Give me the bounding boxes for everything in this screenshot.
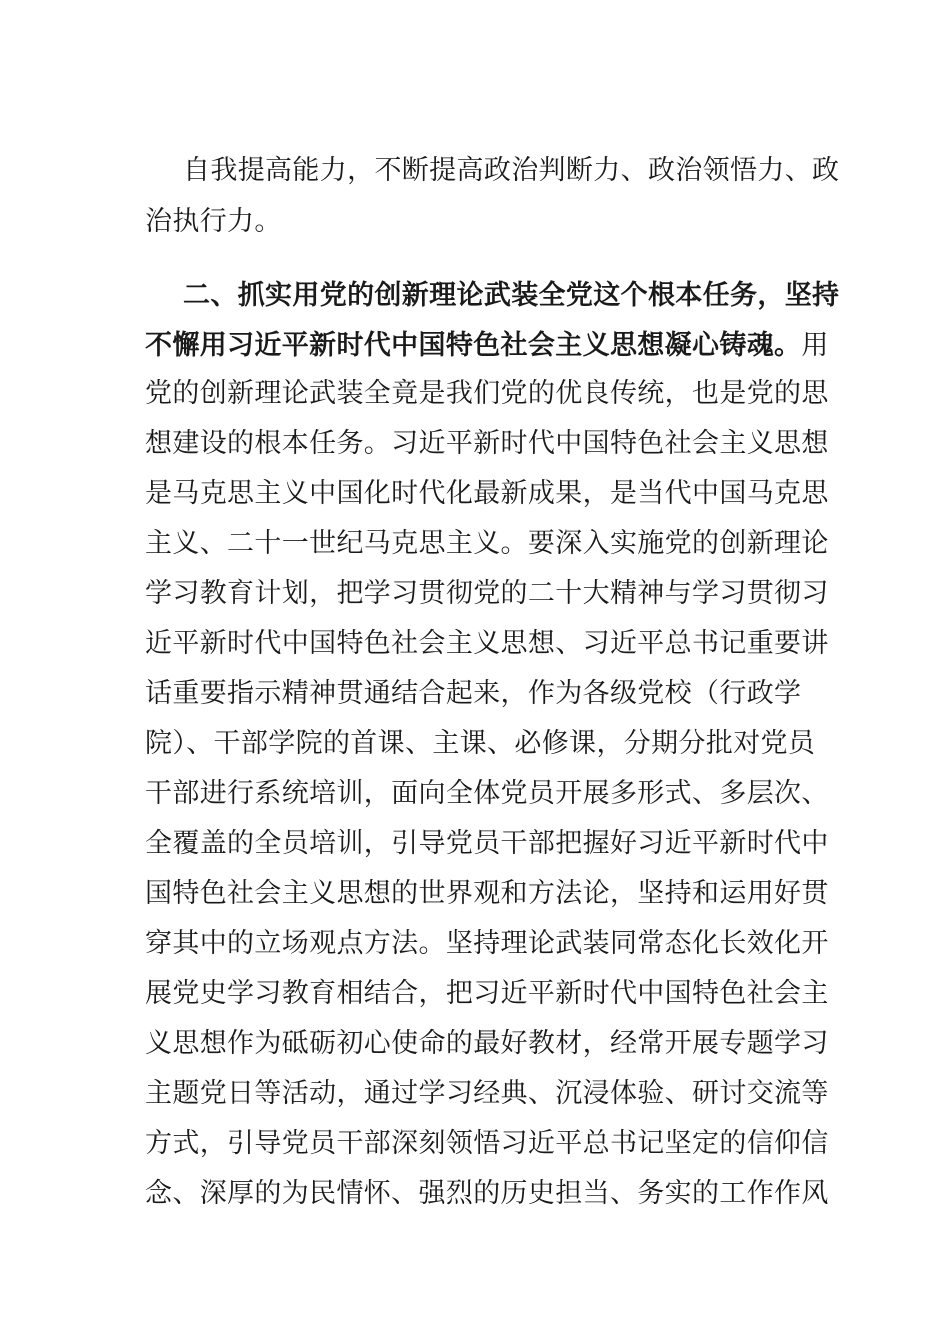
paragraph-line: 念、深厚的为民情怀、强烈的历史担当、务实的工作作风 (145, 1178, 829, 1209)
paragraph-line: 义思想作为砥砺初心使命的最好教材，经常开展专题学习 (145, 1028, 829, 1059)
section-heading-line: 二、抓实用党的创新理论武装全党这个根本任务，坚持 (183, 280, 840, 311)
paragraph-line: 国特色社会主义思想的世界观和方法论，坚持和运用好贯 (145, 878, 829, 909)
paragraph-line: 院）、干部学院的首课、主课、必修课，分期分批对党员 (145, 728, 816, 759)
paragraph-line: 近平新时代中国特色社会主义思想、习近平总书记重要讲 (145, 628, 829, 659)
paragraph-line: 主题党日等活动，通过学习经典、沉浸体验、研讨交流等 (145, 1078, 829, 1109)
paragraph-line: 党的创新理论武装全竟是我们党的优良传统，也是党的思 (145, 378, 829, 409)
paragraph-line: 方式，引导党员干部深刻领悟习近平总书记坚定的信仰信 (145, 1128, 829, 1159)
paragraph-line: 主义、二十一世纪马克思主义。要深入实施党的创新理论 (145, 528, 829, 559)
paragraph-line: 自我提高能力，不断提高政治判断力、政治领悟力、政 (183, 155, 840, 186)
paragraph-line: 话重要指示精神贯通结合起来，作为各级党校（行政学 (145, 678, 802, 709)
paragraph-line: 是马克思主义中国化时代化最新成果，是当代中国马克思 (145, 478, 829, 509)
paragraph-line: 干部进行系统培训，面向全体党员开展多形式、多层次、 (145, 778, 829, 809)
paragraph-line: 学习教育计划，把学习贯彻党的二十大精神与学习贯彻习 (145, 578, 829, 609)
paragraph-line (145, 329, 829, 363)
paragraph-text: 用 (801, 330, 829, 361)
paragraph-line: 全覆盖的全员培训，引导党员干部把握好习近平新时代中 (145, 828, 829, 859)
paragraph-line: 穿其中的立场观点方法。坚持理论武装同常态化长效化开 (145, 928, 829, 959)
paragraph-line: 治执行力。 (145, 206, 282, 237)
paragraph-line: 展党史学习教育相结合，把习近平新时代中国特色社会主 (145, 978, 829, 1009)
paragraph-line: 想建设的根本任务。习近平新时代中国特色社会主义思想 (145, 428, 829, 459)
section-heading-line: 不懈用习近平新时代中国特色社会主义思想凝心铸魂。 (145, 330, 802, 361)
